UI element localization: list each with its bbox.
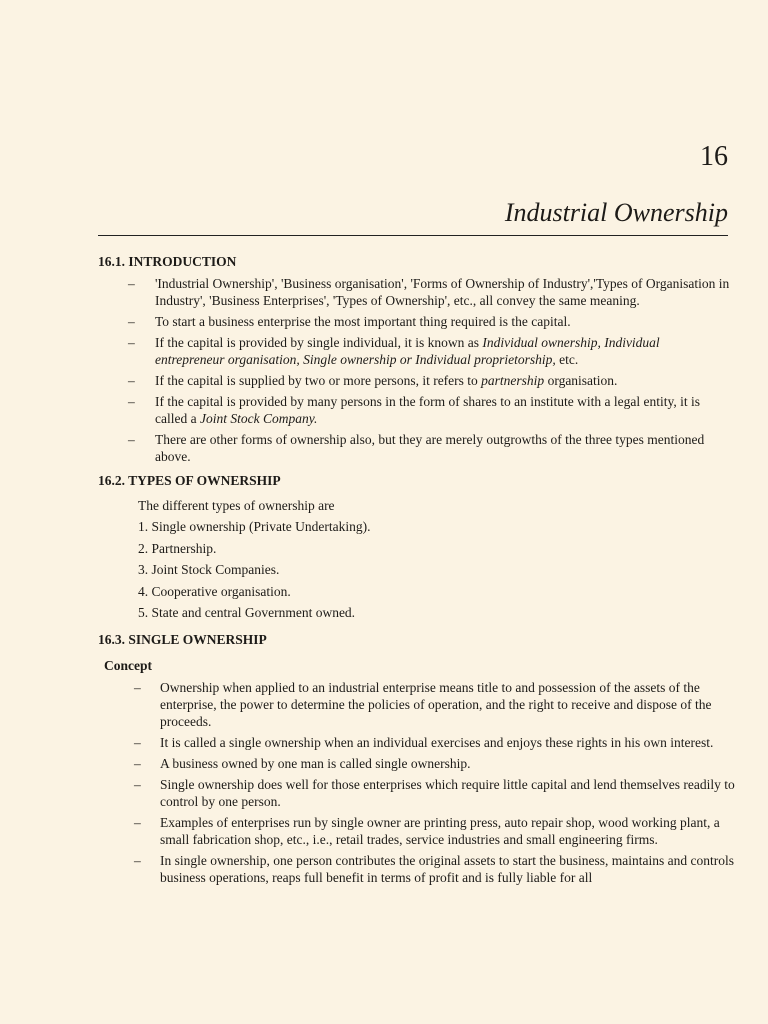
dash-bullet: – bbox=[134, 814, 141, 830]
list-item: 4. Cooperative organisation. bbox=[138, 583, 291, 599]
list-item: 2. Partnership. bbox=[138, 540, 217, 556]
list-item bbox=[98, 852, 735, 886]
section-single-ownership bbox=[98, 630, 738, 886]
subheading-concept: Concept bbox=[104, 657, 152, 673]
chapter-title: Industrial Ownership bbox=[504, 198, 728, 227]
section-heading: 16.2. TYPES OF OWNERSHIP bbox=[98, 473, 281, 488]
item-italic: Joint Stock Company. bbox=[199, 411, 318, 426]
item-text: If the capital is provided by many persons in the form of shares to an institute with a legal entity, it is called a bbox=[155, 394, 701, 426]
list-item bbox=[98, 372, 730, 389]
section-heading: 16.3. SINGLE OWNERSHIP bbox=[98, 631, 267, 647]
list-item bbox=[98, 393, 730, 427]
item-text: In single ownership, one person contributes the original assets to start the business, maintains and controls business operations, reaps full benefit in terms of profit and is fully liable for all bbox=[160, 852, 735, 885]
concept-list bbox=[98, 679, 738, 886]
dash-bullet: – bbox=[128, 432, 135, 447]
list-item: 5. State and central Government owned. bbox=[138, 605, 356, 620]
intro-list bbox=[98, 275, 738, 465]
dash-bullet: – bbox=[134, 755, 141, 771]
item-text: Examples of enterprises run by single owner are printing press, auto repair shop, wood working plant, a small fabrication shop, etc., i.e., retail trades, service industries and small engineering firms. bbox=[160, 814, 720, 847]
item-text: etc. bbox=[555, 352, 579, 367]
dash-bullet: – bbox=[128, 335, 135, 350]
page-content bbox=[98, 252, 738, 890]
list-item: 3. Joint Stock Companies. bbox=[138, 562, 280, 577]
list-item: 1. Single ownership (Private Undertaking). bbox=[138, 519, 371, 534]
item-text: If the capital is supplied by two or more persons, it refers to bbox=[155, 373, 482, 388]
types-list bbox=[98, 516, 738, 624]
list-item bbox=[98, 334, 730, 368]
item-text: organisation. bbox=[544, 373, 618, 388]
list-item bbox=[98, 755, 735, 772]
item-text: 'Industrial Ownership', 'Business organisation', 'Forms of Ownership of Industry','Types of Organisation in Industry', 'Business Enterprises', 'Types of Ownership', etc., all convey the same meaning. bbox=[155, 276, 730, 308]
list-item bbox=[98, 734, 735, 751]
item-text: To start a business enterprise the most important thing required is the capital. bbox=[155, 314, 571, 329]
list-item bbox=[98, 679, 735, 730]
item-italic: Individual ownership, Individual entrepreneur organisation, Single ownership or Individual proprietorship, bbox=[155, 335, 660, 367]
list-item bbox=[98, 275, 730, 309]
section-types bbox=[98, 471, 738, 624]
dash-bullet: – bbox=[128, 373, 135, 388]
section-heading: 16.1. INTRODUCTION bbox=[98, 254, 237, 269]
item-italic: partnership bbox=[481, 373, 545, 388]
item-text: Ownership when applied to an industrial enterprise means title to and possession of the assets of the enterprise, the power to determine the policies of operation, and the right to receive and dispose of the proceeds. bbox=[160, 679, 712, 729]
dash-bullet: – bbox=[134, 734, 141, 750]
list-item bbox=[98, 814, 735, 848]
dash-bullet: – bbox=[128, 276, 135, 291]
item-text: If the capital is provided by single individual, it is known as bbox=[155, 335, 483, 350]
dash-bullet: – bbox=[128, 394, 135, 409]
dash-bullet: – bbox=[134, 679, 141, 695]
list-item bbox=[98, 313, 730, 330]
section-introduction bbox=[98, 252, 738, 465]
chapter-number: 16 bbox=[700, 141, 728, 172]
item-text: A business owned by one man is called single ownership. bbox=[160, 755, 471, 771]
item-text: There are other forms of ownership also, but they are merely outgrowths of the three types mentioned above. bbox=[155, 432, 705, 464]
section-intro-text: The different types of ownership are bbox=[138, 498, 335, 513]
item-text: Single ownership does well for those enterprises which require little capital and lend themselves readily to control by one person. bbox=[160, 776, 735, 809]
dash-bullet: – bbox=[134, 776, 141, 792]
item-text: It is called a single ownership when an individual exercises and enjoys these rights in his own interest. bbox=[160, 734, 714, 750]
list-item bbox=[98, 776, 735, 810]
title-rule bbox=[98, 235, 728, 236]
dash-bullet: – bbox=[134, 852, 141, 868]
list-item bbox=[98, 431, 730, 465]
dash-bullet: – bbox=[128, 314, 135, 329]
